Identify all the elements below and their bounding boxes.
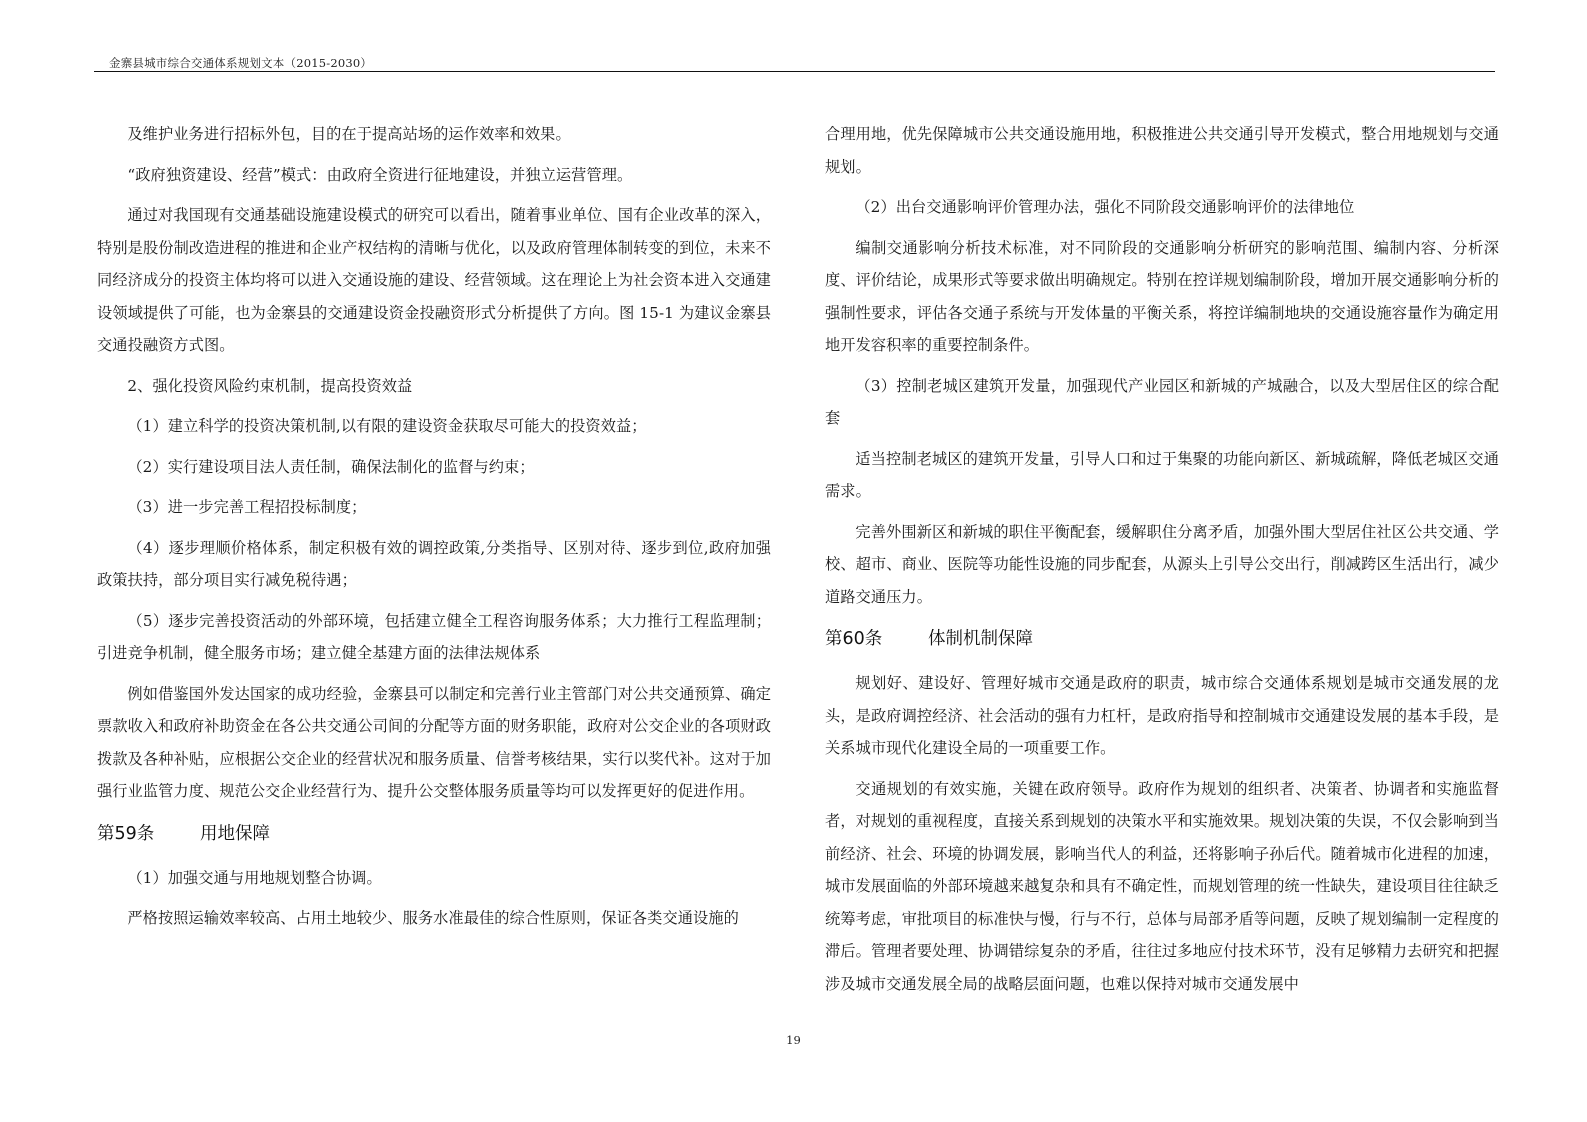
left-paragraph: 严格按照运输效率较高、占用土地较少、服务水准最佳的综合性原则，保证各类交通设施的 bbox=[127, 909, 739, 927]
right-paragraph: （2）出台交通影响评价管理办法，强化不同阶段交通影响评价的法律地位 bbox=[855, 198, 1355, 216]
left-paragraph: 及维护业务进行招标外包，目的在于提高站场的运作效率和效果。 bbox=[127, 125, 571, 143]
document-header-title: 金寨县城市综合交通体系规划文本（2015-2030） bbox=[109, 56, 373, 70]
left-paragraph: 例如借鉴国外发达国家的成功经验，金寨县可以制定和完善行业主管部门对公共交通预算、确定票款收入和政府补助资金在各公共交通公司间的分配等方面的财务职能，政府对公交企业的各项财政拨款及各种补贴，应根据公交企业的经营状况和服务质量、信誉考核结果，实行以奖代补。这对于加强行业监管力度、规范公交企业经营行为、提升公交整体服务质量等均可以发挥更好的促进作用。 bbox=[97, 684, 771, 800]
section-heading-60 bbox=[825, 623, 1499, 655]
left-paragraph: （1）加强交通与用地规划整合协调。 bbox=[127, 868, 382, 887]
left-paragraph: （5）逐步完善投资活动的外部环境，包括建立健全工程咨询服务体系；大力推行工程监理制；引进竞争机制，健全服务市场；建立健全基建方面的法律法规体系 bbox=[97, 611, 771, 662]
left-column bbox=[97, 118, 771, 943]
right-paragraph: （3）控制老城区建筑开发量，加强现代产业园区和新城的产城融合，以及大型居住区的综合配套 bbox=[825, 376, 1499, 427]
section-title: 体制机制保障 bbox=[928, 629, 1033, 649]
left-paragraph: （3）进一步完善工程招投标制度； bbox=[127, 498, 367, 516]
section-heading-59 bbox=[97, 818, 771, 850]
left-paragraph: “政府独资建设、经营”模式：由政府全资进行征地建设，并独立运营管理。 bbox=[127, 165, 633, 184]
right-column bbox=[825, 118, 1499, 1008]
left-paragraph: （4）逐步理顺价格体系，制定积极有效的调控政策,分类指导、区别对待、逐步到位,政府加强政策扶持，部分项目实行减免税待遇； bbox=[97, 538, 771, 589]
right-paragraph: 编制交通影响分析技术标准，对不同阶段的交通影响分析研究的影响范围、编制内容、分析深度、评价结论，成果形式等要求做出明确规定。特别在控详规划编制阶段，增加开展交通影响分析的强制性要求，评估各交通子系统与开发体量的平衡关系，将控详编制地块的交通设施容量作为确定用地开发容积率的重要控制条件。 bbox=[825, 238, 1499, 354]
right-paragraph: 规划好、建设好、管理好城市交通是政府的职责，城市综合交通体系规划是城市交通发展的龙头，是政府调控经济、社会活动的强有力杠杆，是政府指导和控制城市交通建设发展的基本手段，是关系城市现代化建设全局的一项重要工作。 bbox=[825, 674, 1499, 757]
left-paragraph: 2、强化投资风险约束机制，提高投资效益 bbox=[127, 376, 413, 395]
right-paragraph: 交通规划的有效实施，关键在政府领导。政府作为规划的组织者、决策者、协调者和实施监督者，对规划的重视程度，直接关系到规划的决策水平和实施效果。规划决策的失误，不仅会影响到当前经济、社会、环境的协调发展，影响当代人的利益，还将影响子孙后代。随着城市化进程的加速，城市发展面临的外部环境越来越复杂和具有不确定性，而规划管理的统一性缺失，建设项目往往缺乏统筹考虑，审批项目的标准快与慢，行与不行，总体与局部矛盾等问题，反映了规划编制一定程度的滞后。管理者要处理、协调错综复杂的矛盾，往往过多地应付技术环节，没有足够精力去研究和把握涉及城市交通发展全局的战略层面问题，也难以保持对城市交通发展中 bbox=[825, 779, 1499, 993]
left-paragraph: （2）实行建设项目法人责任制，确保法制化的监督与约束； bbox=[127, 457, 535, 476]
section-title: 用地保障 bbox=[200, 823, 270, 844]
section-number: 第59条 bbox=[97, 823, 155, 844]
left-paragraph: （1）建立科学的投资决策机制,以有限的建设资金获取尽可能大的投资效益； bbox=[127, 417, 647, 435]
section-number: 第60条 bbox=[825, 629, 883, 649]
left-paragraph: 通过对我国现有交通基础设施建设模式的研究可以看出，随着事业单位、国有企业改革的深入，特别是股份制改造进程的推进和企业产权结构的清晰与优化，以及政府管理体制转变的到位，未来不同经济成分的投资主体均将可以进入交通设施的建设、经营领域。这在理论上为社会资本进入交通建设领域提供了可能，也为金寨县的交通建设资金投融资形式分析提供了方向。图 15-1 为建议金寨县交通投融资方式图。 bbox=[97, 206, 771, 354]
right-paragraph: 适当控制老城区的建筑开发量，引导人口和过于集聚的功能向新区、新城疏解，降低老城区交通需求。 bbox=[825, 449, 1499, 500]
header-divider bbox=[94, 71, 1495, 72]
right-paragraph: 合理用地，优先保障城市公共交通设施用地，积极推进公共交通引导开发模式，整合用地规划与交通规划。 bbox=[825, 125, 1499, 176]
right-paragraph: 完善外围新区和新城的职住平衡配套，缓解职住分离矛盾，加强外围大型居住社区公共交通、学校、超市、商业、医院等功能性设施的同步配套，从源头上引导公交出行，削减跨区生活出行，减少道路交通压力。 bbox=[825, 522, 1499, 606]
page-number: 19 bbox=[786, 1033, 801, 1047]
